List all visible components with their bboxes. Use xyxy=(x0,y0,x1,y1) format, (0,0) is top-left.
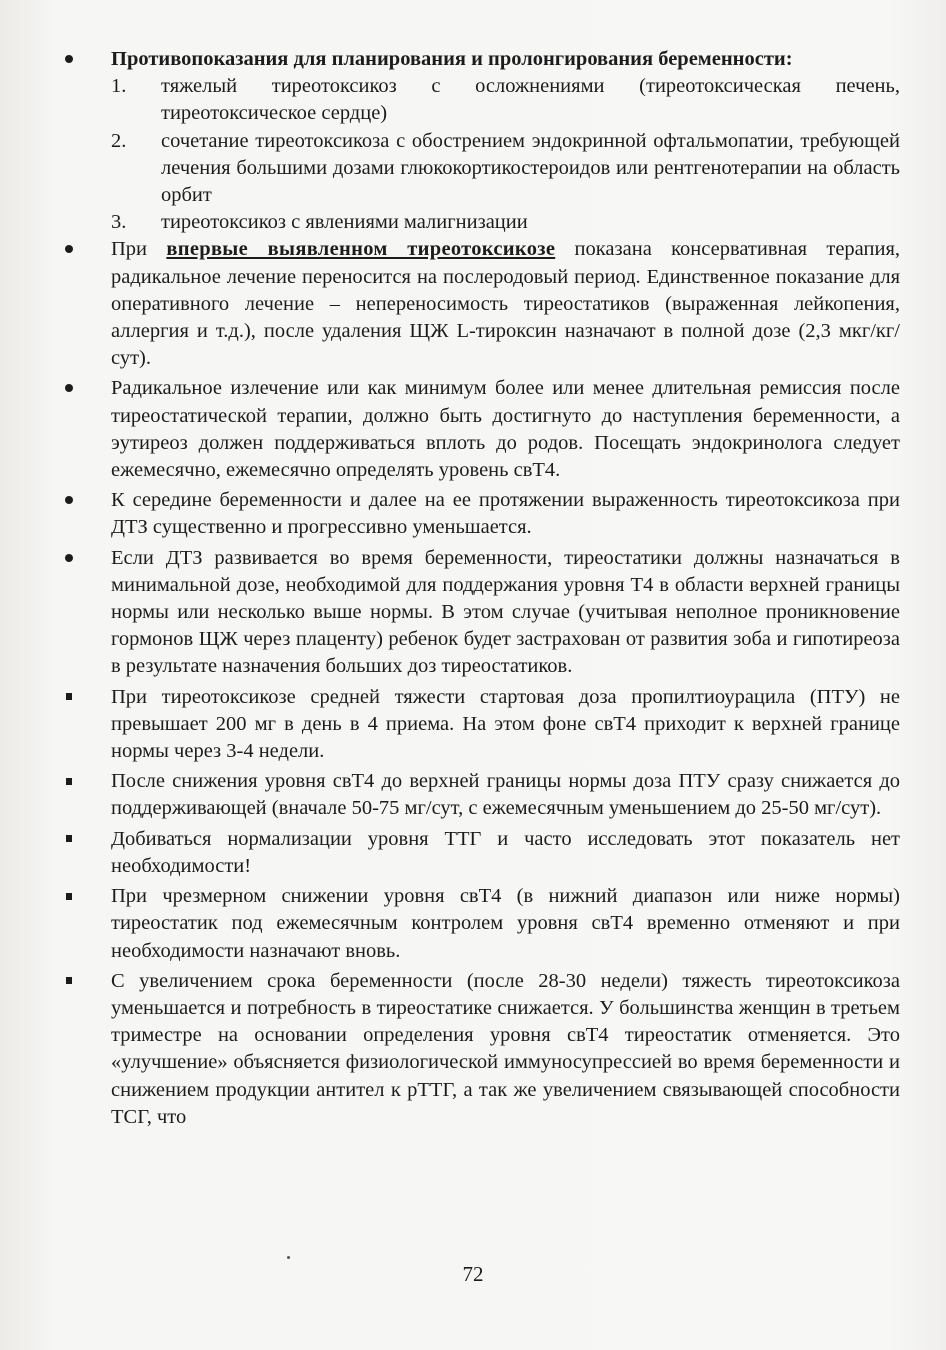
first-detected-paragraph: При впервые выявленном тиреотоксикозе показана консервативная терапия, радикальное лечение переносится на послеродовый период. Единственное показание для оперативного лечение – непереносимость тиреостатиков (выраженная лейкопения, аллергия и т.д.), после удаления ЩЖ L-тироксин назначают в полной дозе (2,3 мкг/кг/сут). xyxy=(58,236,900,372)
round-bullet xyxy=(62,375,76,402)
square-item-excess-decrease: При чрезмерном снижении уровня свТ4 (в нижний диапазон или ниже нормы) тиреостатик под ежемесячным контролем уровня свТ4 временно отменяют и при необходимости назначают вновь. xyxy=(58,883,900,965)
square-bullet xyxy=(62,768,76,795)
square-item-maintenance-dose: После снижения уровня свТ4 до верхней границы нормы доза ПТУ сразу снижается до поддерживающей (вначале 50-75 мг/сут, с ежемесячным уменьшением до 25-50 мг/сут). xyxy=(58,768,900,822)
paragraph-dtz-during-pregnancy: Если ДТЗ развивается во время беременности, тиреостатики должны назначаться в минимальной дозе, необходимой для поддержания уровня Т4 в области верхней границы нормы или несколько выше нормы. В этом случае (учитывая неполное проникновение гормонов ЩЖ через плаценту) ребенок будет застрахован от развития зоба и гипотиреоза в результате назначения больших доз тиреостатиков. xyxy=(58,545,900,681)
round-bullet xyxy=(62,236,76,263)
page-number: 72 xyxy=(462,1262,484,1286)
square-bullet xyxy=(62,968,76,995)
contraindications-list xyxy=(111,73,900,236)
round-bullet xyxy=(62,545,76,572)
paragraph-remission: Радикальное излечение или как минимум более или менее длительная ремиссия после тиреостатической терапии, должно быть достигнуто до наступления беременности, а эутиреоз должен поддерживаться вплоть до родов. Посещать эндокринолога следует ежемесячно, ежемесячно определять уровень свТ4. xyxy=(58,375,900,484)
square-bullet xyxy=(62,684,76,711)
list-item: 1. тяжелый тиреотоксикоз с осложнениями (тиреотоксическая печень, тиреотоксическое сердце) xyxy=(111,75,900,125)
square-bullet xyxy=(62,883,76,910)
print-speck xyxy=(287,1256,290,1259)
square-item-late-pregnancy: С увеличением срока беременности (после 28-30 недели) тяжесть тиреотоксикоза уменьшается и потребность в тиреостатике снижается. У большинства женщин в третьем триместре на основании определения уровня свТ4 тиреостатик отменяется. Это «улучшение» объясняется физиологической иммуносупрессией во время беременности и снижением продукции антител к рТТГ, а так же увеличением связывающей способности ТСГ, что xyxy=(58,968,900,1131)
page-body xyxy=(58,46,900,1131)
list-item: 3. тиреотоксикоз с явлениями малигнизации xyxy=(111,211,528,234)
contraindications-heading: Противопоказания для планирования и пролонгирования беременности: xyxy=(111,48,793,70)
square-bullet xyxy=(62,826,76,853)
square-item-ttg: Добиваться нормализации уровня ТТГ и часто исследовать этот показатель нет необходимости! xyxy=(58,826,900,880)
paragraph-mid-pregnancy: К середине беременности и далее на ее протяжении выраженность тиреотоксикоза при ДТЗ существенно и прогрессивно уменьшается. xyxy=(58,487,900,541)
list-item: 2. сочетание тиреотоксикоза с обострением эндокринной офтальмопатии, требующей лечения большими дозами глюкокортикостероидов или рентгенотерапии на область орбит xyxy=(111,129,900,207)
round-bullet xyxy=(62,487,76,514)
square-item-start-dose: При тиреотоксикозе средней тяжести стартовая доза пропилтиоурацила (ПТУ) не превышает 200 мг в день в 4 приема. На этом фоне свТ4 приходит к верхней границе нормы через 3-4 недели. xyxy=(58,684,900,766)
round-bullet xyxy=(62,46,76,73)
emphasis-text: впервые выявленном тиреотоксикозе xyxy=(166,238,556,261)
contraindications-block xyxy=(58,46,900,236)
